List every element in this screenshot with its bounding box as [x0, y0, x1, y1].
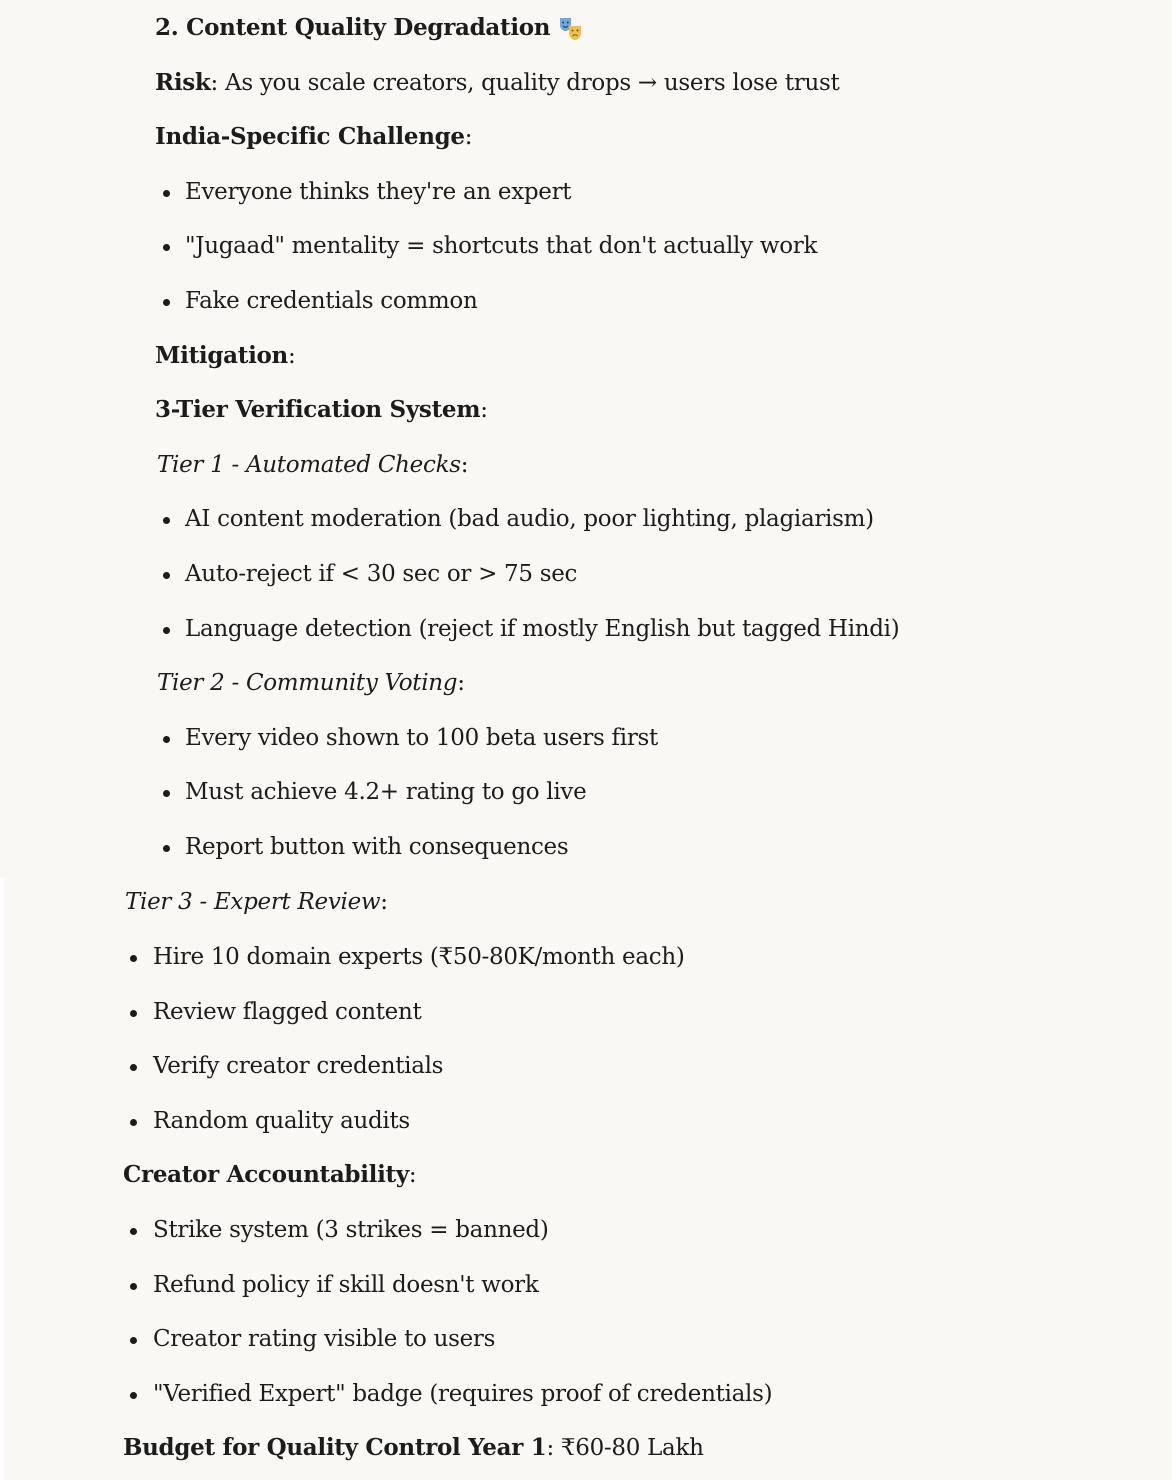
tier1-item: Auto-reject if < 30 sec or > 75 sec	[185, 561, 578, 587]
risk-text: : As you scale creators, quality drops → users lose trust	[210, 70, 840, 96]
challenge-item: Everyone thinks they're an expert	[185, 179, 572, 205]
bullet-dot	[130, 1010, 137, 1017]
tier1-item: Language detection (reject if mostly English but tagged Hindi)	[185, 616, 900, 642]
tier3-item: Verify creator credentials	[153, 1053, 444, 1079]
bullet-dot	[163, 517, 170, 524]
accountability-heading	[123, 1160, 416, 1190]
challenge-item: "Jugaad" mentality = shortcuts that don't actually work	[185, 233, 818, 259]
bullet-dot	[130, 1228, 137, 1235]
bullet-dot	[163, 299, 170, 306]
risk-label: Risk	[155, 69, 211, 96]
tier2-item: Report button with consequences	[185, 834, 569, 860]
verification-heading	[155, 395, 488, 425]
bullet-dot	[130, 1283, 137, 1290]
challenge-heading	[155, 122, 472, 152]
theater-masks-icon	[558, 16, 584, 42]
tier1-colon: :	[460, 452, 469, 478]
bullet-dot	[163, 244, 170, 251]
section-heading	[155, 13, 584, 43]
tier3-item: Review flagged content	[153, 999, 422, 1025]
mitigation-colon: :	[287, 343, 296, 369]
tier3-item: Random quality audits	[153, 1108, 410, 1134]
challenge-item: Fake credentials common	[185, 288, 478, 314]
accountability-item: "Verified Expert" badge (requires proof of credentials)	[153, 1381, 773, 1407]
bullet-dot	[130, 1064, 137, 1071]
challenge-colon: :	[464, 124, 473, 150]
tier1-label: Tier 1 - Automated Checks	[157, 452, 461, 478]
accountability-label: Creator Accountability	[123, 1161, 409, 1188]
accountability-item: Refund policy if skill doesn't work	[153, 1272, 539, 1298]
verification-colon: :	[480, 397, 488, 423]
bullet-dot	[130, 955, 137, 962]
tier3-heading	[125, 887, 388, 917]
tier1-item: AI content moderation (bad audio, poor lighting, plagiarism)	[185, 506, 874, 532]
tier2-heading	[157, 668, 465, 698]
tier1-heading	[157, 450, 468, 480]
bullet-dot	[130, 1392, 137, 1399]
mitigation-label: Mitigation	[155, 342, 288, 369]
tier3-item: Hire 10 domain experts (₹50-80K/month each)	[153, 944, 685, 970]
budget-label: Budget for Quality Control Year 1	[123, 1434, 547, 1461]
tier2-item: Every video shown to 100 beta users first	[185, 725, 658, 751]
bullet-dot	[163, 190, 170, 197]
bullet-dot	[130, 1337, 137, 1344]
tier3-colon: :	[380, 889, 388, 915]
bullet-dot	[163, 736, 170, 743]
budget-value: : ₹60-80 Lakh	[546, 1435, 704, 1461]
bullet-dot	[163, 572, 170, 579]
challenge-label: India-Specific Challenge	[155, 123, 465, 150]
tier2-label: Tier 2 - Community Voting	[157, 670, 458, 696]
tier3-label: Tier 3 - Expert Review	[125, 889, 381, 915]
section-heading-text: 2. Content Quality Degradation	[155, 14, 551, 41]
mitigation-heading	[155, 341, 295, 371]
accountability-item: Creator rating visible to users	[153, 1326, 496, 1352]
bullet-dot	[163, 845, 170, 852]
budget-line	[123, 1433, 704, 1463]
tier2-item: Must achieve 4.2+ rating to go live	[185, 779, 587, 805]
accountability-colon: :	[408, 1162, 417, 1188]
accountability-item: Strike system (3 strikes = banned)	[153, 1217, 549, 1243]
risk-line	[155, 68, 839, 98]
bullet-dot	[130, 1119, 137, 1126]
verification-label: 3-Tier Verification System	[155, 396, 481, 423]
bullet-dot	[163, 790, 170, 797]
tier2-colon: :	[457, 670, 465, 696]
bullet-dot	[163, 627, 170, 634]
